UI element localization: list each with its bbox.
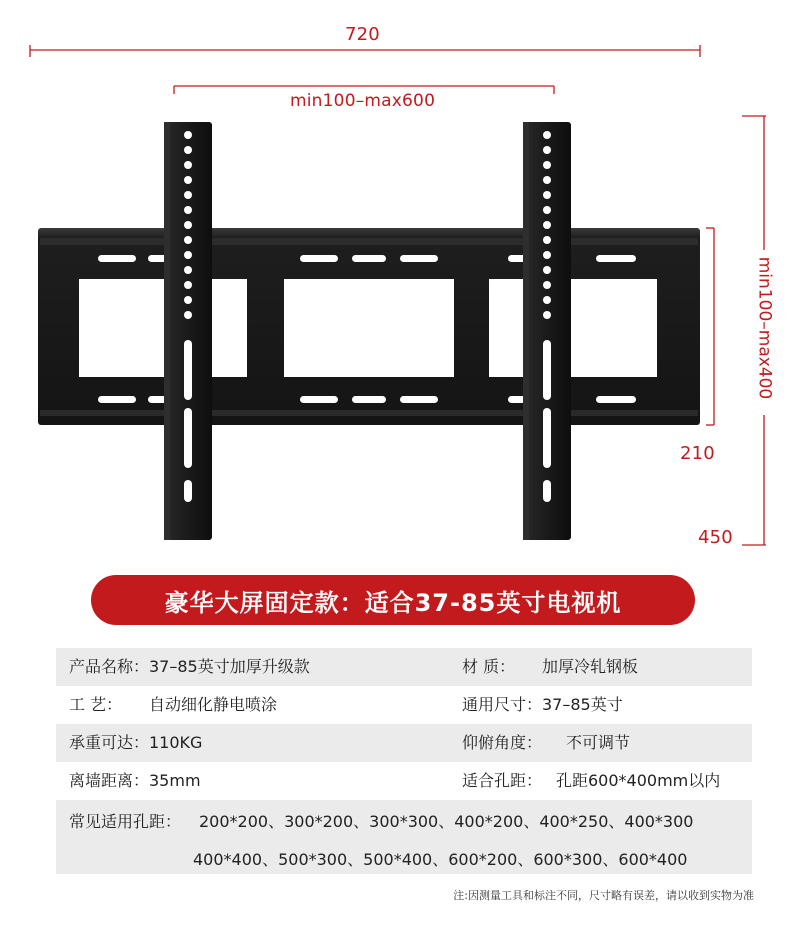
spec-row-3 (56, 724, 752, 762)
hole-spacing-label: 常见适用孔距： (69, 812, 182, 831)
spec-label: 仰俯角度： (462, 733, 543, 752)
plate-height-dimension-line (706, 228, 714, 425)
left-mounting-arm (164, 122, 212, 540)
product-banner: 豪华大屏固定款：适合37-85英寸电视机 (91, 575, 695, 625)
spec-row-hole-spacing (56, 800, 752, 874)
spec-label: 产品名称： (69, 657, 150, 676)
spec-label: 通用尺寸： (462, 695, 543, 714)
spec-value: 35mm (149, 771, 201, 790)
spec-value: 37–85英寸加厚升级款 (149, 657, 310, 676)
spec-value: 不可调节 (566, 733, 631, 752)
right-mounting-arm (523, 122, 571, 540)
spec-row-4 (56, 762, 752, 800)
wall-plate (38, 228, 700, 425)
spec-value: 自动细化静电喷涂 (149, 695, 278, 714)
spec-label: 工 艺： (69, 695, 123, 714)
spec-value: 110KG (149, 733, 203, 752)
hole-height-label-wrap (754, 118, 774, 538)
spec-label: 离墙距离： (69, 771, 150, 790)
measurement-note: 注:因测量工具和标注不同，尺寸略有误差，请以收到实物为准 (453, 889, 754, 902)
hole-spacing-line-1: 200*200、300*200、300*300、400*200、400*250、400*300 (199, 812, 694, 831)
spec-label: 承重可达： (69, 733, 150, 752)
total-height-label: 450 (698, 527, 733, 548)
hole-height-label: min100–max400 (754, 256, 774, 400)
width-label: 720 (345, 24, 380, 45)
hole-spacing-line-2: 400*400、500*300、500*400、600*200、600*300、600*400 (193, 850, 688, 869)
spec-label: 适合孔距： (462, 771, 543, 790)
spec-label: 材 质： (462, 657, 516, 676)
spec-value: 37–85英寸 (542, 695, 623, 714)
spec-value: 加厚冷轧钢板 (542, 657, 639, 676)
spec-value: 孔距600*400mm以内 (556, 771, 721, 790)
hole-width-label: min100–max600 (290, 91, 436, 111)
plate-height-label: 210 (680, 443, 715, 464)
width-dimension-line (30, 45, 700, 57)
spec-row-2 (56, 686, 752, 724)
spec-row-1 (56, 648, 752, 686)
